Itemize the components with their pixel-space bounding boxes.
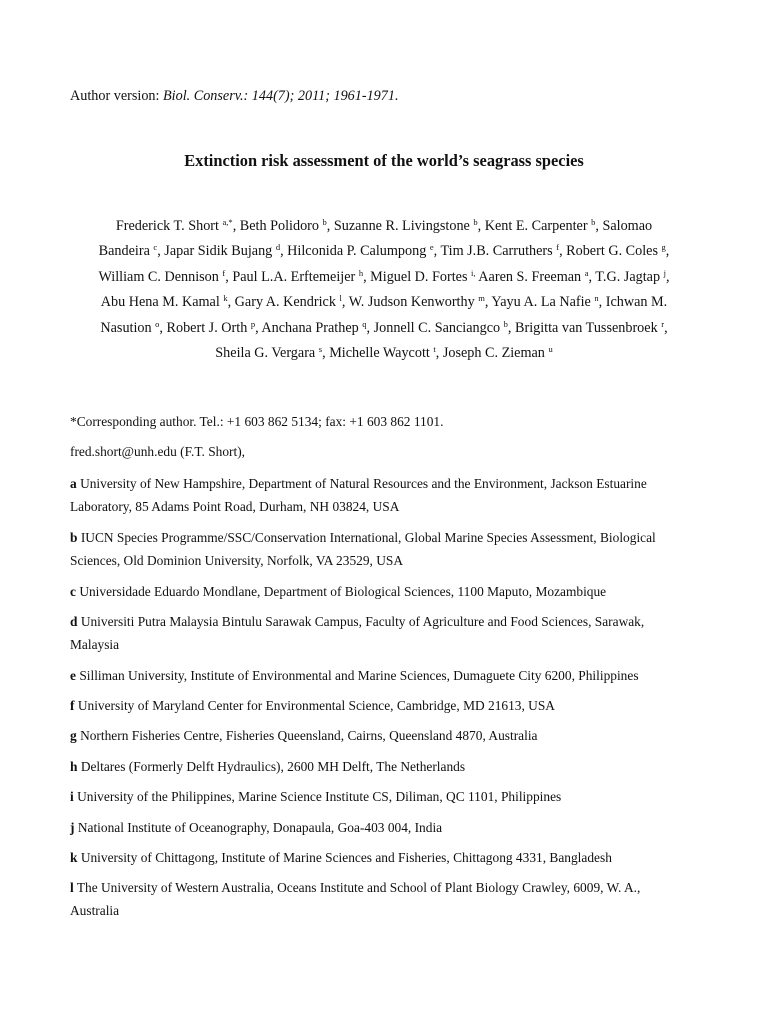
author-name: , W. Judson Kenworthy xyxy=(341,294,479,311)
affiliation-b xyxy=(70,526,710,572)
affiliation-marker: e xyxy=(429,242,434,253)
author-name: Abu Hena M. Kamal xyxy=(100,294,224,311)
affiliation-text: University of Chittagong, Institute of Marine Sciences and Fisheries, Chittagong 4331, Bangladesh xyxy=(80,850,612,865)
affiliation-marker: h xyxy=(358,267,364,278)
affiliation-i xyxy=(70,785,710,808)
author-name: , xyxy=(665,243,670,260)
author-line xyxy=(66,265,702,290)
affiliation-text: Universiti Putra Malaysia Bintulu Sarawak Campus, Faculty of Agriculture and Food Sciences, Sarawak, xyxy=(80,614,645,629)
author-version-line xyxy=(70,86,399,106)
affiliation-text: Sciences, Old Dominion University, Norfolk, VA 23529, USA xyxy=(70,553,404,568)
author-name: , Beth Polidoro xyxy=(232,218,323,234)
author-name: , Gary A. Kendrick xyxy=(227,294,340,311)
affiliation-line xyxy=(70,610,710,633)
affiliation-key: l xyxy=(70,880,74,895)
affiliation-marker: i, xyxy=(471,267,476,278)
affiliation-text: University of New Hampshire, Department of Natural Resources and the Environment, Jackson Estuarine xyxy=(80,476,647,491)
affiliation-text: Malaysia xyxy=(70,637,120,652)
author-name: William C. Dennison xyxy=(98,268,223,285)
affiliation-text: Deltares (Formerly Delft Hydraulics), 2600 MH Delft, The Netherlands xyxy=(80,759,466,774)
affiliation-marker: a,* xyxy=(222,217,233,227)
affiliation-key: k xyxy=(70,850,78,865)
author-line xyxy=(66,290,702,315)
affiliation-line xyxy=(70,816,710,839)
affiliation-text: IUCN Species Programme/SSC/Conservation International, Global Marine Species Assessment, Biological xyxy=(80,530,656,545)
affiliation-line xyxy=(70,664,710,687)
affiliation-marker: l xyxy=(339,293,342,304)
affiliation-marker: c xyxy=(153,242,158,253)
affiliation-text: Australia xyxy=(70,903,120,918)
affiliation-marker: b xyxy=(473,217,478,227)
author-line xyxy=(66,341,702,366)
author-name: , xyxy=(664,319,668,336)
author-name: , Ichwan M. xyxy=(598,294,668,311)
affiliation-line xyxy=(70,724,710,747)
corresponding-author: *Corresponding author. Tel.: +1 603 862 5134; fax: +1 603 862 1101. xyxy=(70,414,444,429)
author-name: Nasution xyxy=(100,319,156,336)
affiliation-marker: r xyxy=(661,318,665,329)
author-name: , xyxy=(665,268,670,285)
affiliation-text: University of the Philippines, Marine Science Institute CS, Diliman, QC 1101, Philippines xyxy=(77,789,562,804)
author-name: , Japar Sidik Bujang xyxy=(157,243,276,260)
author-name: , T.G. Jagtap xyxy=(588,268,664,285)
author-name: , Anchana Prathep xyxy=(255,319,363,336)
author-line xyxy=(66,214,702,239)
affiliation-marker: m xyxy=(478,293,485,304)
affiliation-key: a xyxy=(70,476,77,491)
affiliation-f xyxy=(70,694,710,717)
affiliation-key: h xyxy=(70,759,78,774)
affiliation-marker: q xyxy=(362,318,367,329)
author-line xyxy=(66,316,702,341)
author-name: , Robert J. Orth xyxy=(159,319,251,336)
affiliation-marker: b xyxy=(503,318,508,329)
affiliation-text: Northern Fisheries Centre, Fisheries Queensland, Cairns, Queensland 4870, Australia xyxy=(80,728,538,743)
affiliation-marker: s xyxy=(318,344,323,355)
affiliation-d xyxy=(70,610,710,656)
author-name: Frederick T. Short xyxy=(115,218,223,234)
affiliation-key: f xyxy=(70,698,75,713)
author-name: , Robert G. Coles xyxy=(559,243,662,260)
author-name: Sheila G. Vergara xyxy=(215,345,319,362)
affiliation-line xyxy=(70,694,710,717)
affiliation-marker: f xyxy=(222,267,226,278)
affiliation-marker: f xyxy=(556,242,560,253)
affiliation-marker: b xyxy=(322,217,327,227)
affiliation-text: Laboratory, 85 Adams Point Road, Durham, NH 03824, USA xyxy=(70,499,400,514)
affiliation-marker: p xyxy=(250,318,256,329)
affiliation-k xyxy=(70,846,710,869)
affiliation-key: g xyxy=(70,728,77,743)
author-name: , Kent E. Carpenter xyxy=(477,218,592,234)
affiliation-line xyxy=(70,472,710,495)
affiliation-e xyxy=(70,664,710,687)
affiliation-text: University of Maryland Center for Environmental Science, Cambridge, MD 21613, USA xyxy=(77,698,555,713)
affiliation-line xyxy=(70,495,710,518)
author-name: Aaren S. Freeman xyxy=(475,268,585,285)
affiliation-marker: a xyxy=(584,267,589,278)
affiliation-line xyxy=(70,846,710,869)
author-name: , Salomao xyxy=(595,218,653,234)
author-name: , Brigitta van Tussenbroek xyxy=(507,319,662,336)
affiliation-h xyxy=(70,755,710,778)
author-name: , Yayu A. La Nafie xyxy=(484,294,595,311)
author-list xyxy=(66,214,702,366)
version-prefix: Author version: xyxy=(70,88,163,104)
affiliation-marker: t xyxy=(433,344,436,355)
affiliation-l xyxy=(70,876,710,922)
affiliation-key: d xyxy=(70,614,78,629)
affiliation-marker: o xyxy=(155,318,160,329)
affiliation-marker: n xyxy=(594,293,599,304)
affiliation-line xyxy=(70,549,710,572)
author-name: , Paul L.A. Erftemeijer xyxy=(225,268,359,285)
affiliation-text: Silliman University, Institute of Environmental and Marine Sciences, Dumaguete City 6200, Philippines xyxy=(79,668,639,683)
author-name: , Joseph C. Zieman xyxy=(435,345,549,362)
affiliation-key: e xyxy=(70,668,76,683)
affiliation-j xyxy=(70,816,710,839)
author-name: , Hilconida P. Calumpong xyxy=(280,243,430,260)
paper-title: Extinction risk assessment of the world’s seagrass species xyxy=(184,151,584,170)
author-name: , Suzanne R. Livingstone xyxy=(326,218,474,234)
affiliation-marker: u xyxy=(548,344,553,355)
affiliation-line xyxy=(70,526,710,549)
affiliation-key: c xyxy=(70,584,76,599)
affiliation-marker: b xyxy=(591,217,596,227)
affiliation-line xyxy=(70,785,710,808)
author-name: Bandeira xyxy=(98,243,154,260)
journal-citation: Biol. Conserv.: 144(7); 2011; 1961-1971. xyxy=(163,88,399,104)
affiliation-marker: j xyxy=(663,267,666,278)
affiliation-key: b xyxy=(70,530,78,545)
author-name: , Tim J.B. Carruthers xyxy=(433,243,557,260)
affiliation-marker: g xyxy=(661,242,666,253)
affiliation-c xyxy=(70,580,710,603)
affiliation-a xyxy=(70,472,710,518)
author-name: , Miguel D. Fortes xyxy=(363,268,472,285)
affiliation-key: j xyxy=(70,820,75,835)
affiliation-line xyxy=(70,876,710,899)
affiliation-line xyxy=(70,580,710,603)
affiliation-line xyxy=(70,633,710,656)
author-line xyxy=(66,239,702,264)
affiliation-g xyxy=(70,724,710,747)
affiliation-text: Universidade Eduardo Mondlane, Department of Biological Sciences, 1100 Maputo, Mozambique xyxy=(79,584,607,599)
affiliation-text: The University of Western Australia, Oceans Institute and School of Plant Biology Crawley, 6009, W. A., xyxy=(76,880,641,895)
author-email[interactable]: fred.short@unh.edu (F.T. Short), xyxy=(70,444,246,459)
author-name: , Jonnell C. Sanciangco xyxy=(366,319,504,336)
affiliation-line xyxy=(70,755,710,778)
affiliation-key: i xyxy=(70,789,74,804)
affiliation-marker: k xyxy=(223,293,228,304)
affiliation-text: National Institute of Oceanography, Donapaula, Goa-403 004, India xyxy=(77,820,443,835)
affiliation-marker: d xyxy=(275,242,281,253)
author-name: , Michelle Waycott xyxy=(322,345,434,362)
affiliation-line xyxy=(70,899,710,922)
